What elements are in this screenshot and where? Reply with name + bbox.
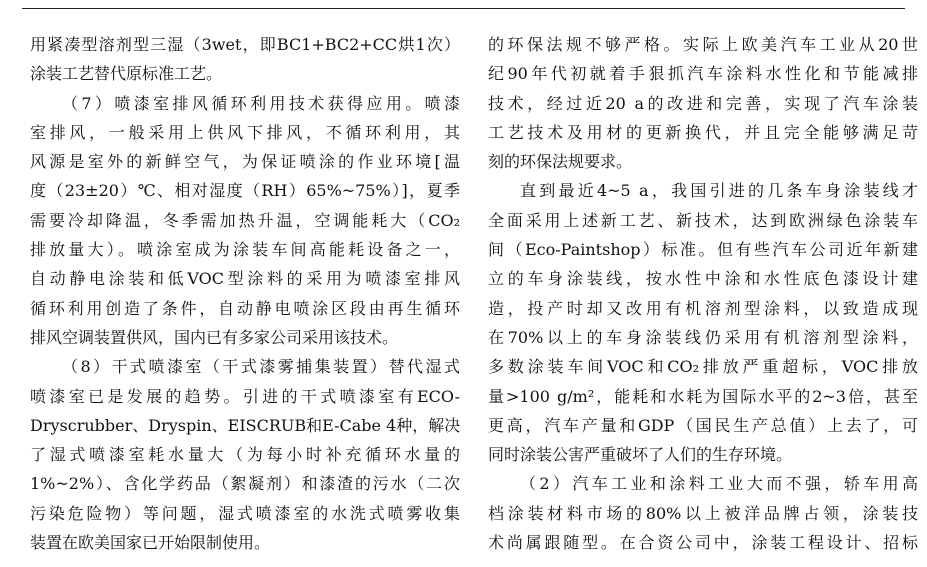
text-line: 纪90年代初就着手狠抓汽车涂料水性化和节能减排 xyxy=(488,64,918,84)
text-line: 度（23±20）℃、相对湿度（RH）65%~75%）]，夏季 xyxy=(30,181,460,201)
text-line: 立的车身涂装线，按水性中涂和水性底色漆设计建 xyxy=(488,269,918,289)
text-line: 术尚属跟随型。在合资公司中，涂装工程设计、招标 xyxy=(488,533,918,553)
text-line: 同时涂装公害严重破坏了人们的生存环境。 xyxy=(488,445,793,465)
text-line: 多数涂装车间VOC和CO₂排放严重超标，VOC排放 xyxy=(488,357,918,377)
text-line: （2）汽车工业和涂料工业大而不强，轿车用高 xyxy=(520,474,918,494)
text-line: 装置在欧美国家已开始限制使用。 xyxy=(30,533,271,553)
text-line: 全面采用上述新工艺、新技术，达到欧洲绿色涂装车 xyxy=(488,210,918,230)
right-column xyxy=(488,30,918,557)
text-line: （8）干式喷漆室（干式漆雾捕集装置）替代湿式 xyxy=(62,357,460,377)
text-line: 了湿式喷漆室耗水量大（为每小时补充循环水量的 xyxy=(30,445,460,465)
text-line: 直到最近4~5 a，我国引进的几条车身涂装线才 xyxy=(520,181,918,201)
text-line: 1%~2%）、含化学药品（絮凝剂）和漆渣的污水（二次 xyxy=(30,474,460,494)
text-line: 更高，汽车产量和GDP（国民生产总值）上去了，可 xyxy=(488,415,918,435)
text-line: 工艺技术及用材的更新换代，并且完全能够满足苛 xyxy=(488,122,918,142)
text-line: （7）喷漆室排风循环利用技术获得应用。喷漆 xyxy=(62,93,460,113)
text-line: 排风空调装置供风，国内已有多家公司采用该技术。 xyxy=(30,327,399,347)
text-line: 的环保法规不够严格。实际上欧美汽车工业从20世 xyxy=(488,35,918,54)
text-line: 造，投产时却又改用有机溶剂型涂料，以致造成现 xyxy=(488,298,918,318)
text-line: 循环利用创造了条件，自动静电喷涂区段由再生循环 xyxy=(30,298,460,318)
text-line: 量>100 g/m²，能耗和水耗为国际水平的2~3倍，甚至 xyxy=(488,386,918,406)
text-line: 室排风，一般采用上供风下排风，不循环利用，其 xyxy=(30,122,460,142)
text-line: Dryscrubber、Dryspin、EISCRUB和E-Cabe 4种，解决 xyxy=(30,415,460,435)
text-line: 涂装工艺替代原标准工艺。 xyxy=(30,64,223,84)
text-line: 间（Eco-Paintshop）标准。但有些汽车公司近年新建 xyxy=(488,240,918,260)
text-line: 刻的环保法规要求。 xyxy=(488,152,633,172)
left-column xyxy=(30,30,460,557)
text-line: 风源是室外的新鲜空气，为保证喷涂的作业环境[温 xyxy=(30,152,460,172)
text-line: 技术，经过近20 a的改进和完善，实现了汽车涂装 xyxy=(488,93,918,113)
text-line: 用紧凑型溶剂型三湿（3wet，即BC1+BC2+CC烘1次） xyxy=(30,35,460,54)
text-line: 在70%以上的车身涂装线仍采用有机溶剂型涂料， xyxy=(488,327,918,347)
text-line: 需要冷却降温，冬季需加热升温，空调能耗大（CO₂ xyxy=(30,210,460,230)
text-line: 排放量大）。喷涂室成为涂装车间高能耗设备之一， xyxy=(30,240,460,260)
text-line: 喷漆室已是发展的趋势。引进的干式喷漆室有ECO- xyxy=(30,386,460,406)
header-rule xyxy=(22,8,905,9)
text-line: 污染危险物）等问题，湿式喷漆室的水洗式喷雾收集 xyxy=(30,503,460,523)
text-line: 自动静电涂装和低VOC型涂料的采用为喷漆室排风 xyxy=(30,269,460,289)
text-line: 档涂装材料市场的80%以上被洋品牌占领，涂装技 xyxy=(488,503,918,523)
